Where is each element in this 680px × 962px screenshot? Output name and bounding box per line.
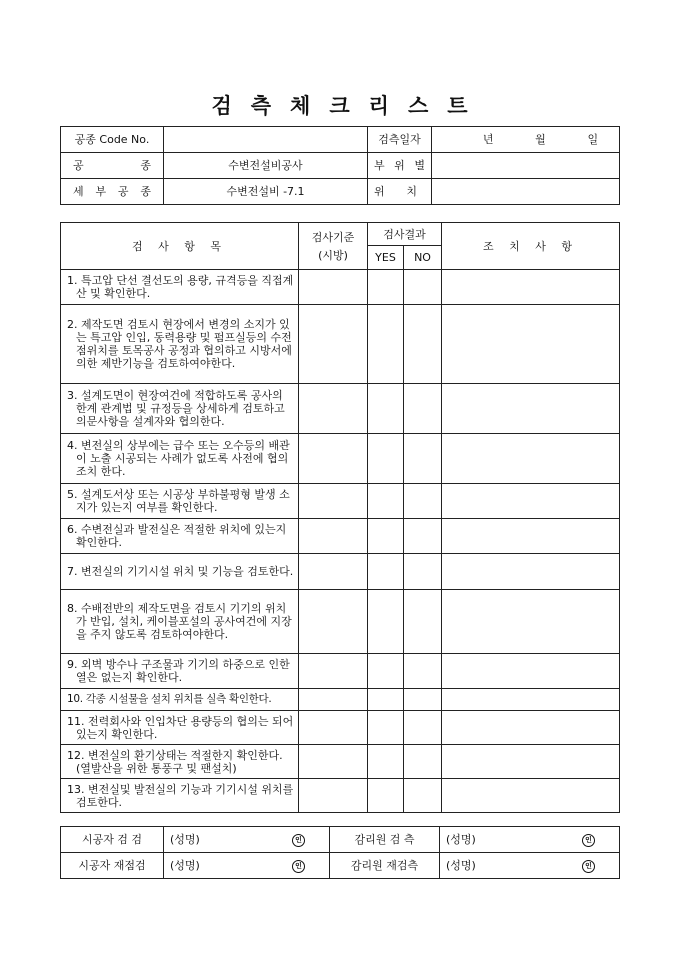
check-item-7: 7. 변전실의 기기시설 위치 및 기능을 검토한다. [61,554,299,590]
part-value[interactable] [432,153,620,179]
action-cell[interactable] [442,554,620,590]
col-standard [299,223,368,270]
seal-icon: 인 [582,860,595,873]
action-cell[interactable] [442,305,620,384]
yes-cell[interactable] [368,689,404,711]
no-cell[interactable] [404,434,442,484]
check-item-10: 10. 각종 시설물을 설치 위치를 실측 확인한다. [61,689,299,711]
standard-cell[interactable] [299,305,368,384]
work-value[interactable]: 수변전설비공사 [164,153,368,179]
action-cell[interactable] [442,434,620,484]
standard-cell[interactable] [299,779,368,813]
supervisor-recheck-label: 감리원 재검측 [330,853,440,879]
checklist-table [60,222,620,813]
yes-cell[interactable] [368,554,404,590]
contractor-recheck-sign-label: (성명) [164,853,228,879]
col-no: NO [404,246,442,270]
contractor-check-sign-label: (성명) [164,827,228,853]
no-cell[interactable] [404,689,442,711]
check-item-5: 5. 설계도서상 또는 시공상 부하불평형 발생 소지가 있는지 여부를 확인한다. [61,484,299,519]
standard-cell[interactable] [299,711,368,745]
action-cell[interactable] [442,270,620,305]
yes-cell[interactable] [368,779,404,813]
action-cell[interactable] [442,711,620,745]
standard-cell[interactable] [299,484,368,519]
no-cell[interactable] [404,711,442,745]
col-item: 검 사 항 목 [61,223,299,270]
check-item-4: 4. 변전실의 상부에는 급수 또는 오수등의 배관이 노출 시공되는 사례가 없도록 사전에 협의조치 한다. [61,434,299,484]
part-label: 부 위 별 [368,153,432,179]
yes-cell[interactable] [368,654,404,689]
check-item-3: 3. 설계도면이 현장여건에 적합하도록 공사의 한계 관계법 및 규정등을 상세하게 검토하고 의문사항을 설계자와 협의한다. [61,384,299,434]
yes-cell[interactable] [368,484,404,519]
date-day: 일 [587,133,599,146]
standard-cell[interactable] [299,554,368,590]
title-char: 트 [447,93,469,118]
action-cell[interactable] [442,654,620,689]
no-cell[interactable] [404,305,442,384]
contractor-recheck-label: 시공자 재점검 [61,853,164,879]
no-cell[interactable] [404,554,442,590]
yes-cell[interactable] [368,590,404,654]
col-standard-line2: (시방) [318,248,348,262]
check-item-11: 11. 전력회사와 인입차단 용량등의 협의는 되어 있는지 확인한다. [61,711,299,745]
date-year: 년 [482,133,494,146]
location-label: 위 치 [368,179,432,205]
check-item-1: 1. 특고압 단선 결선도의 용량, 규격등을 직접계산 및 확인한다. [61,270,299,305]
yes-cell[interactable] [368,519,404,554]
supervisor-check-sign-label: (성명) [440,827,482,853]
no-cell[interactable] [404,590,442,654]
action-cell[interactable] [442,590,620,654]
no-cell[interactable] [404,484,442,519]
contractor-check-label: 시공자 검 검 [61,827,164,853]
signature-table [60,826,620,879]
standard-cell[interactable] [299,654,368,689]
no-cell[interactable] [404,779,442,813]
standard-cell[interactable] [299,519,368,554]
col-result: 검사결과 [368,223,442,246]
col-yes: YES [368,246,404,270]
supervisor-check-label: 감리원 검 측 [330,827,440,853]
action-cell[interactable] [442,519,620,554]
standard-cell[interactable] [299,689,368,711]
location-value[interactable] [432,179,620,205]
no-cell[interactable] [404,384,442,434]
action-cell[interactable] [442,484,620,519]
seal-icon: 인 [582,834,595,847]
yes-cell[interactable] [368,745,404,779]
title-char: 스 [407,93,430,118]
check-item-9: 9. 외벽 방수나 구조물과 기기의 하중으로 인한 열은 없는지 확인한다. [61,654,299,689]
title-char: 측 [250,93,273,118]
work-label: 공 종 [61,153,164,179]
title-char: 검 [211,93,233,118]
yes-cell[interactable] [368,270,404,305]
standard-cell[interactable] [299,590,368,654]
action-cell[interactable] [442,779,620,813]
yes-cell[interactable] [368,434,404,484]
action-cell[interactable] [442,384,620,434]
check-item-13: 13. 변전실및 발전실의 기능과 기기시설 위치를 검토한다. [61,779,299,813]
yes-cell[interactable] [368,305,404,384]
supervisor-recheck-sign-label: (성명) [440,853,482,879]
contractor-check-sign[interactable] [228,827,330,853]
action-cell[interactable] [442,689,620,711]
detail-label: 세 부 공 종 [61,179,164,205]
no-cell[interactable] [404,654,442,689]
col-standard-line1: 검사기준 [311,230,355,244]
check-item-12: 12. 변전실의 환기상태는 적절한지 확인한다. (열발산을 위한 통풍구 및 팬설치) [61,745,299,779]
date-label: 검측일자 [368,127,432,153]
yes-cell[interactable] [368,711,404,745]
action-cell[interactable] [442,745,620,779]
no-cell[interactable] [404,745,442,779]
standard-cell[interactable] [299,434,368,484]
standard-cell[interactable] [299,745,368,779]
page-title [0,90,680,120]
title-char: 체 [290,93,312,118]
detail-value[interactable]: 수변전설비 -7.1 [164,179,368,205]
check-item-8: 8. 수배전반의 제작도면을 검토시 기기의 위치가 반입, 설치, 케이블포설의 공사여건에 지장을 주지 않도록 검토하여야한다. [61,590,299,654]
supervisor-check-sign[interactable] [482,827,620,853]
standard-cell[interactable] [299,270,368,305]
seal-icon: 인 [292,860,305,873]
standard-cell[interactable] [299,384,368,434]
date-value[interactable] [432,127,620,153]
check-item-6: 6. 수변전실과 발전실은 적절한 위치에 있는지 확인한다. [61,519,299,554]
date-month: 월 [535,133,546,146]
code-value[interactable] [164,127,368,153]
no-cell[interactable] [404,519,442,554]
yes-cell[interactable] [368,384,404,434]
code-label: 공종 Code No. [61,127,164,153]
check-item-2: 2. 제작도면 검토시 현장에서 변경의 소지가 있는 특고압 인입, 동력용량 및 펌프실등의 수전점위치를 토목공사 공정과 협의하고 시방서에 의한 제반기능을 검토하여야한다. [61,305,299,384]
title-char: 크 [329,93,351,118]
no-cell[interactable] [404,270,442,305]
contractor-recheck-sign[interactable] [228,853,330,879]
seal-icon: 인 [292,834,305,847]
header-table [60,126,620,205]
col-action: 조 치 사 항 [442,223,620,270]
supervisor-recheck-sign[interactable] [482,853,620,879]
title-char: 리 [368,93,390,118]
